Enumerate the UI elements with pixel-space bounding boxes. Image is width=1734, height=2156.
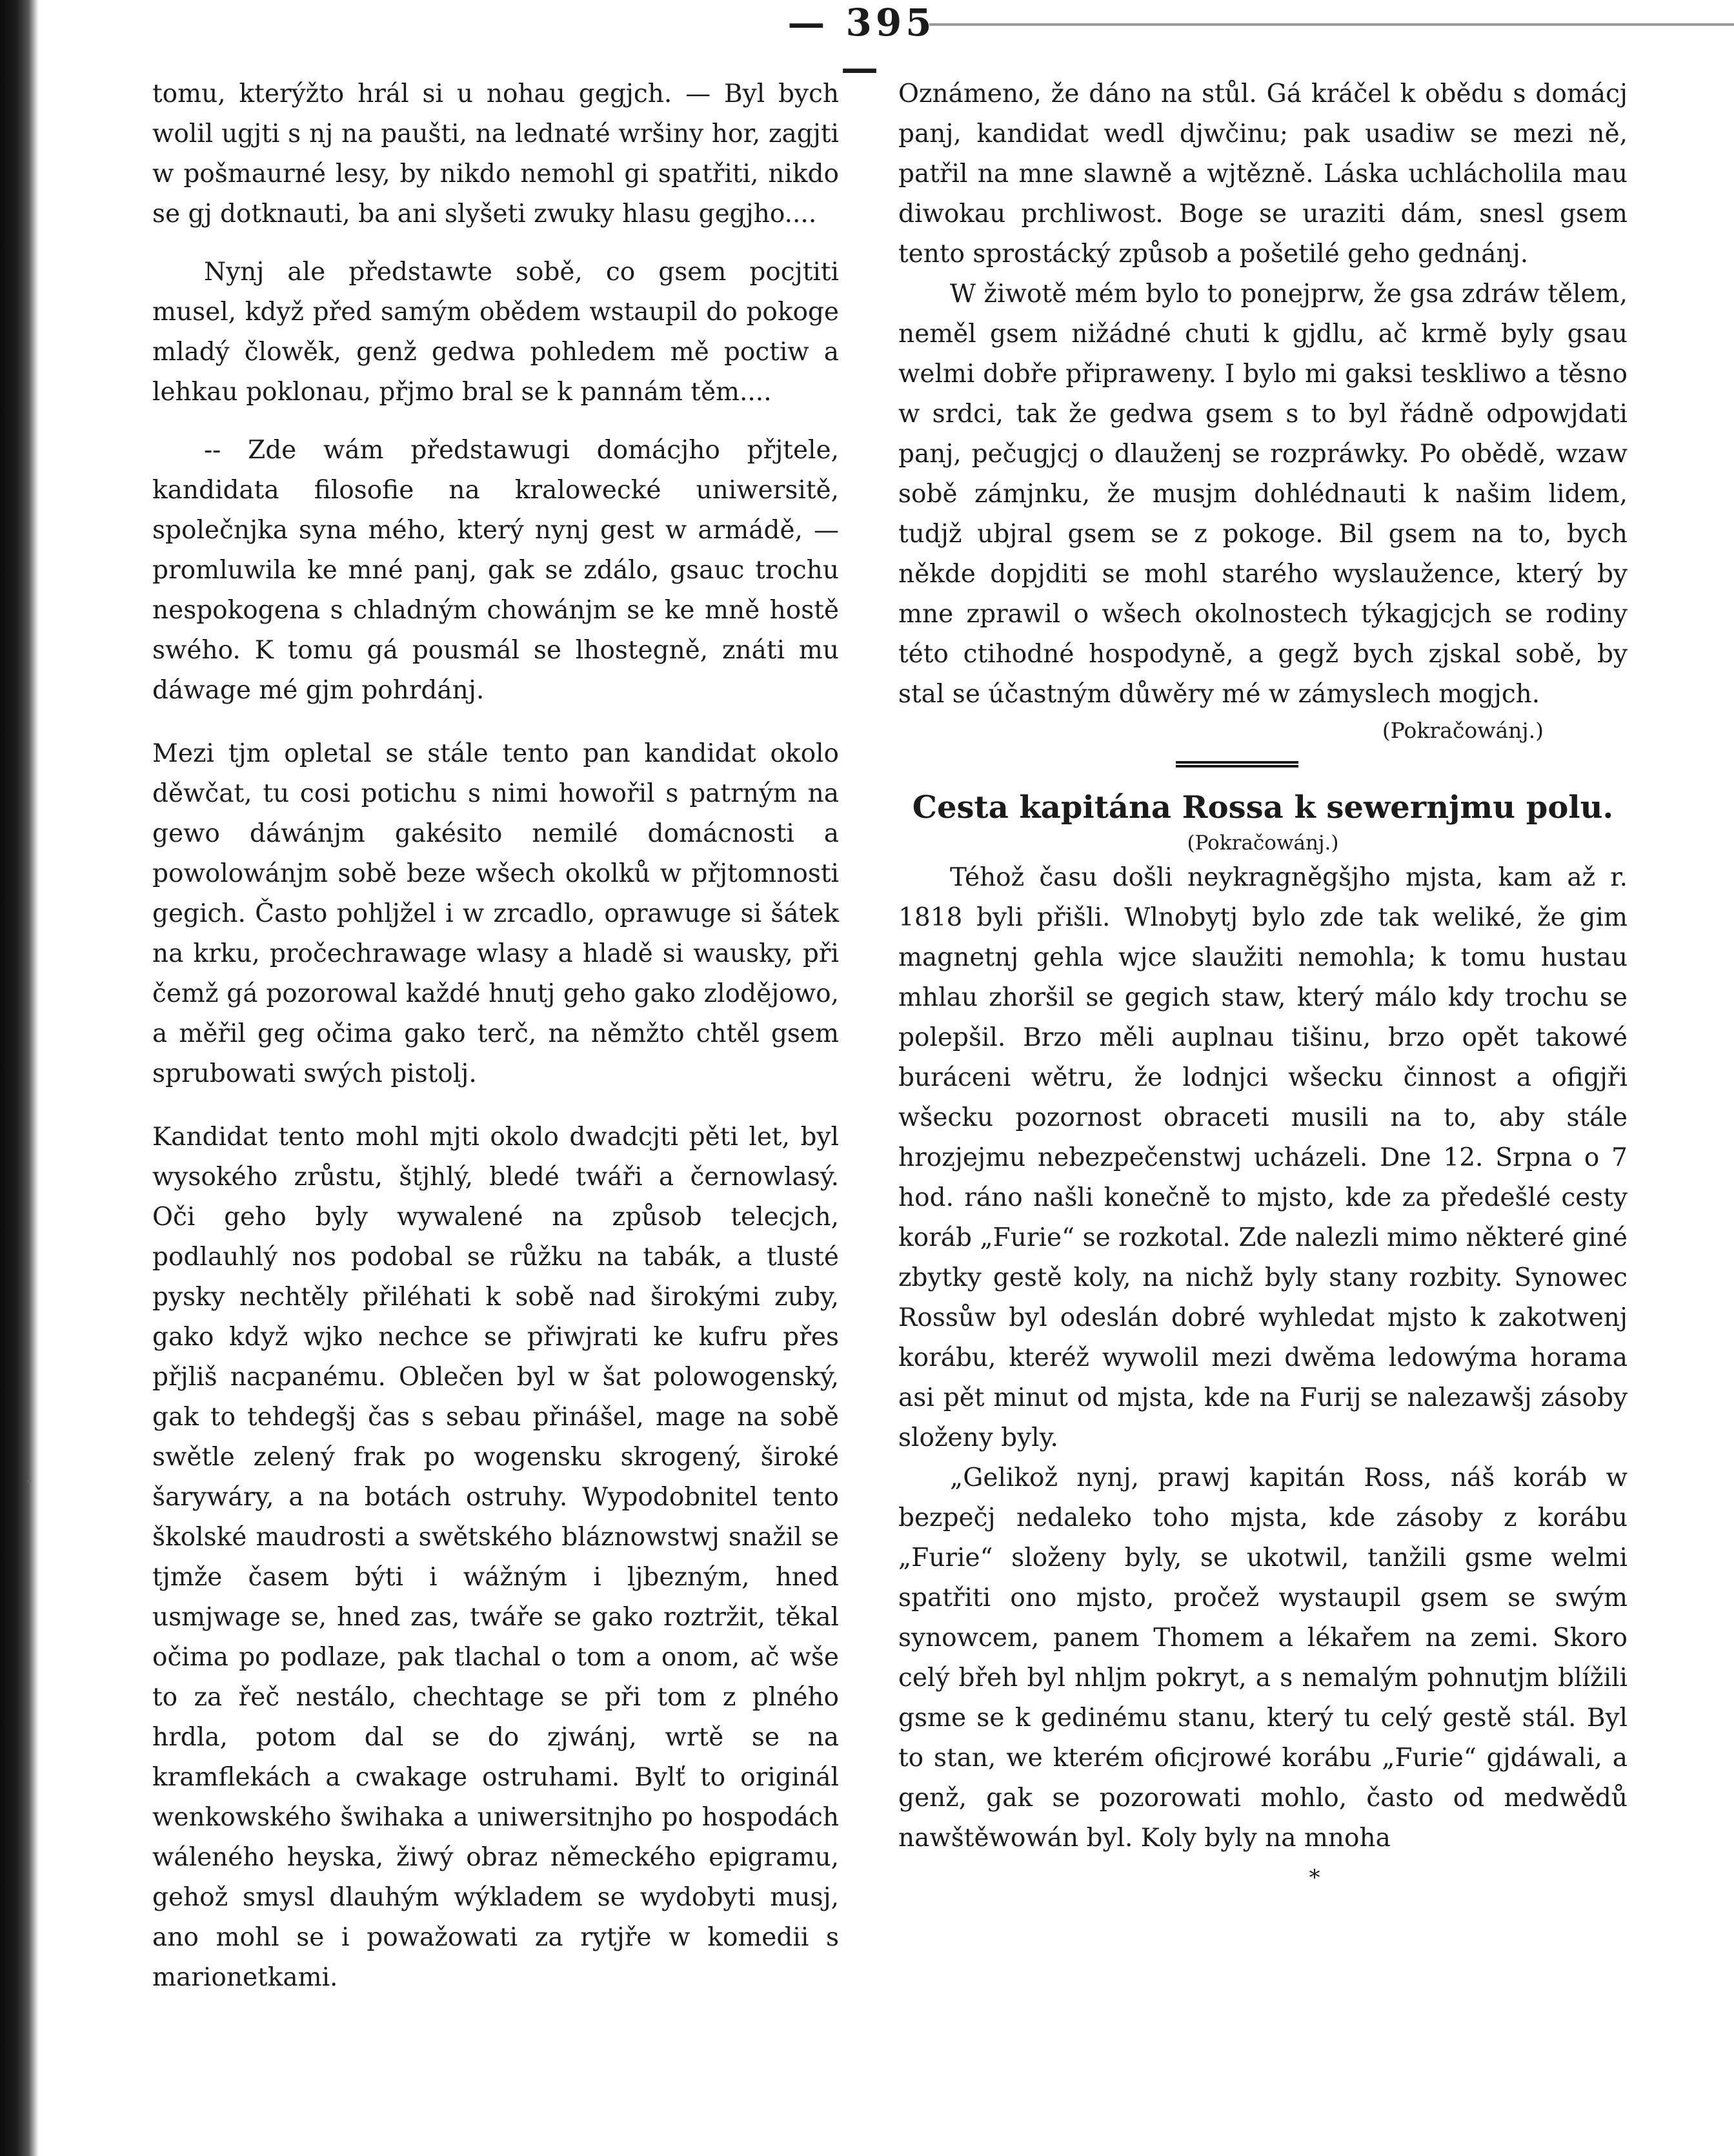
right-column: [898, 74, 1628, 1891]
paragraph: „Gelikož nynj, prawj kapitán Ross, náš koráb w bezpečj nedaleko toho mjsta, kde zásoby z korábu „Furie“ složeny byly, se ukotwil, tanžili gsme welmi spatřiti ono mjsto, pročež wystaupil gsem se swým synowcem, panem Thomem a lékařem na zemi. Skoro celý břeh byl nhljm pokryt, a s nemalým pohnutjm blížili gsme se k gedinému stanu, který tu celý gestě stál. Byl to stan, we kterém oficjrowé korábu „Furie“ gjdáwali, a genž, gak se pozorowati mohlo, často od medwědů nawštěwowán byl. Koly byly na mnoha: [898, 1463, 1628, 1853]
paragraph: Kandidat tento mohl mjti okolo dwadcjti pěti let, byl wysokého zrůstu, štjhlý, bledé twáři a černowlasý. Oči geho byly wywalené na způsob telecjch, podlauhlý nos podobal se růžku na tabák, a tlusté pysky nechtěly přiléhati k sobě nad širokými zuby, gako když wjko nechce se přiwjrati ke kufru přes přjliš nacpanému. Oblečen byl w šat polowogenský, gak to tehdegšj čas s sebau přinášel, mage na sobě swětle zelený frak po wogensku skrogený, široké šarywáry, a na botách ostruhy. Wypodobnitel tento školské maudrosti a swětského bláznowstwj snažil se tjmže časem býti i wážným i ljbezným, hned usmjwage se, hned zas, twáře se gako roztržit, těkal očima po podlaze, pak tlachal o tom a onom, ač wše to za řeč nestálo, chechtage se při tom z plného hrdla, potom dal se do zjwánj, wrtě se na kramflekách a cwakage ostruhami. Bylť to originál wenkowského šwihaka a uniwersitnjho po hospodách wáleného heyska, žiwý obraz německého epigramu, gehož smysl dlauhým wýkladem se wydobyti musj, ano mohl se i powažowati za rytjře w komedii s marionetkami.: [152, 1123, 839, 1992]
article-title: Cesta kapitána Rossa k sewernjmu polu.: [912, 789, 1614, 826]
paragraph: Téhož času došli neykragněgšjho mjsta, kam až r. 1818 byli přišli. Wlnobytj bylo zde tak weliké, že gim magnetnj gehla wjce slaužiti nemohla; k tomu hustau mhlau zhoršil se gegich staw, který málo kdy trochu se polepšil. Brzo měli auplnau tišinu, brzo opět takowé buráceni wětru, že lodnjci wšecku činnost a ofigjři wšecku pozornost obraceti musili na to, aby stále hrozjejmu nebezpečenstwj ucházeli. Dne 12. Srpna o 7 hod. ráno našli konečně to mjsto, kde za předešlé cesty koráb „Furie“ se rozkotal. Zde nalezli mimo některé giné zbytky gestě koly, na nichž byly stany rozbity. Synowec Rossůw byl odeslán dobré wyhledat mjsto k zakotwenj korábu, kteréž wywolil mezi dwěma ledowýma horama asi pět minut od mjsta, kde na Furij se nalezawšj zásoby složeny byly.: [898, 863, 1628, 1452]
paragraph: Nynj ale předstawte sobě, co gsem pocjtiti musel, když před samým obědem wstaupil do pokoge mladý člowěk, genž gedwa pohledem mě poctiw a lehkau poklonau, přjmo bral se k pannám těm....: [152, 258, 839, 407]
footnote-mark: *: [1309, 1865, 1320, 1891]
left-column: [152, 74, 839, 1998]
paragraph: Oznámeno, že dáno na stůl. Gá kráčel k obědu s domácj panj, kandidat wedl djwčinu; pak usadiw se mezi ně, patřil na mne slawně a wjtězně. Láska uchlácholila mau diwokau prchliwost. Boge se uraziti dám, snesl gsem tento sprostácký způsob a pošetilé geho gednánj.: [898, 79, 1628, 269]
continued-label: (Pokračowánj.): [1382, 718, 1544, 743]
article-continued-note: (Pokračowánj.): [1187, 831, 1339, 855]
page-header: [0, 0, 1734, 90]
scan-speck: •: [26, 1475, 33, 1489]
paragraph: Mezi tjm opletal se stále tento pan kandidat okolo děwčat, tu cosi potichu s nimi howořil s patrným na gewo dáwánjm gakésito nemilé domácnosti a powolowánjm sobě beze wšech okolků w přjtomnosti gegich. Často pohljžel i w zrcadlo, oprawuge si šátek na krku, pročechrawage wlasy a hladě si wausky, při čemž gá pozorowal každé hnutj geho gako zlodějowo, a měřil geg očima gako terč, na němžto chtěl gsem sprubowati swých pistolj.: [152, 739, 839, 1088]
section-divider: [1176, 761, 1298, 768]
paragraph: -- Zde wám předstawugi domácjho přjtele, kandidata filosofie na kralowecké uniwersitě, společnjka syna mého, který nynj gest w armádě, — promluwila ke mné panj, gak se zdálo, gsauc trochu nespokogena s chladným chowánjm se ke mně hostě swého. K tomu gá pousmál se lhostegně, znáti mu dáwage mé gjm pohrdánj.: [152, 436, 839, 705]
paragraph: tomu, kterýžto hrál si u nohau gegjch. — Byl bych wolil ugjti s nj na paušti, na lednaté wršiny hor, zagjti w pošmaurné lesy, by nikdo nemohl gi spatřiti, nikdo se gj dotknauti, ba ani slyšeti zwuky hlasu gegjho....: [152, 79, 839, 229]
paragraph: W žiwotě mém bylo to ponejprw, že gsa zdráw tělem, neměl gsem nižádné chuti k gjdlu, ač krmě byly gsau welmi dobře připraweny. I bylo mi gaksi teskliwo a těsno w srdci, tak že gedwa gsem s to byl řádně odpowjdati panj, pečugjcj o dlauženj se rozpráwky. Po obědě, wzaw sobě zámjnku, že musjm dohlédnauti k našim lidem, tudjž ubjral gsem se z pokoge. Bil gsem na to, bych někde dopjditi se mohl starého wyslaužence, který by mne zprawil o wšech okolnostech týkagjcjch se rodiny této ctihodné hospodyně, a gegž bych zjskal sobě, by stal se účastným důwěry mé w zámyslech mogjch.: [898, 280, 1628, 709]
scan-edge-left: [0, 0, 39, 2156]
page-number: — 395 —: [787, 1, 936, 90]
